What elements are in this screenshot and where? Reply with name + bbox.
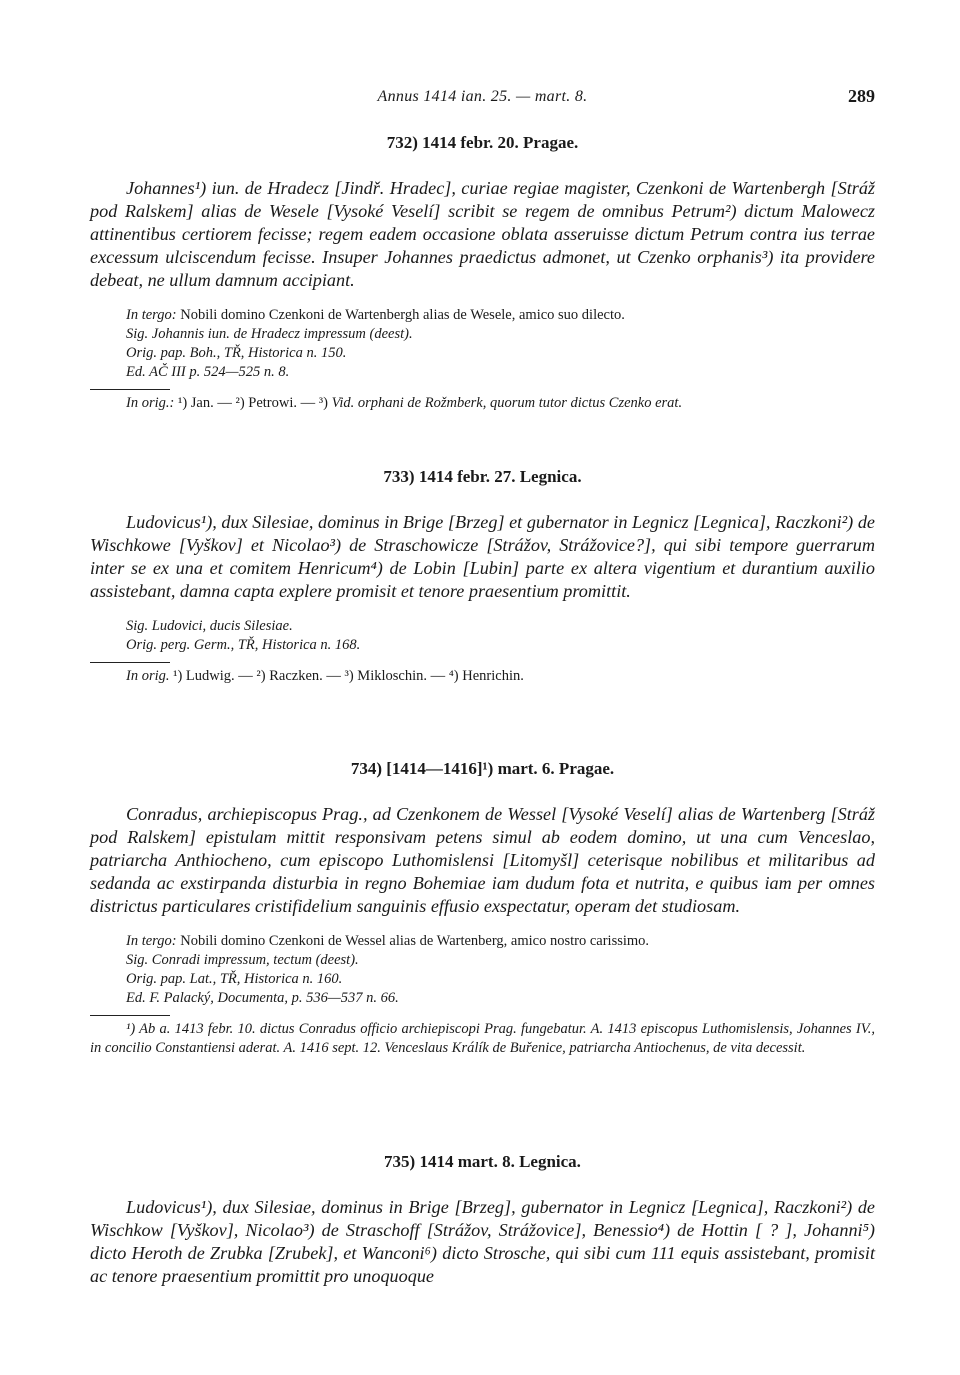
footnote-variants: ¹) Ludwig. — ²) Raczken. — ³) Mikloschin. — ⁴) Henrichin. xyxy=(173,668,524,684)
entry-732 xyxy=(90,133,875,413)
entry-heading: 732) 1414 febr. 20. Pragae. xyxy=(386,133,579,152)
footnote-rule xyxy=(90,662,170,663)
sigillum-line: Sig. Ludovici, ducis Silesiae. xyxy=(126,618,293,634)
entry-regest: Ludovicus¹), dux Silesiae, dominus in Brige [Brzeg], gubernator in Legnicz [Legnica], Raczkoni²) de Wischkow [Vyškov], Nicolao³) de Straschoff [Strážov, Strážovice], Benessio⁴) de Hottin [ ? ], Johanni⁵) dicto Heroth de Zrubka [Zrubek], et Wanconi⁶) dicto Strosche, qui sibi cum 111 equis assistebant, promisit ac tenore praesentium promittit pro unoquoque xyxy=(90,1197,875,1286)
entry-heading: 735) 1414 mart. 8. Legnica. xyxy=(384,1152,581,1171)
in-tergo-text: Nobili domino Czenkoni de Wartenbergh alias de Wesele, amico suo dilecto. xyxy=(180,307,625,323)
entry-notes xyxy=(126,306,875,382)
footnote-comment: Vid. orphani de Rožmberk, quorum tutor dictus Czenko erat. xyxy=(331,395,683,411)
footnote-rule xyxy=(90,389,170,390)
entry-734 xyxy=(90,759,875,1058)
in-tergo-line xyxy=(126,306,875,325)
in-tergo-label: In tergo: xyxy=(126,933,177,949)
sigillum-line: Sig. Johannis iun. de Hradecz impressum (deest). xyxy=(126,326,413,342)
footnote-line xyxy=(126,667,875,686)
running-head xyxy=(90,88,875,112)
footnote-rule xyxy=(90,1015,170,1016)
original-line: Orig. perg. Germ., TŘ, Historica n. 168. xyxy=(126,637,361,653)
entry-notes xyxy=(126,932,875,1008)
footnote-block: ¹) Ab a. 1413 febr. 10. dictus Conradus officio archiepiscopi Prag. fungebatur. A. 1413 episcopus Luthomislensis, Johannes IV., in concilio Constantiensi aderat. A. 1416 sept. 12. Venceslaus Králík de Buřenice, patriarcha Antiochenus, de vita decessit. xyxy=(90,1021,875,1056)
running-title: Annus 1414 ian. 25. — mart. 8. xyxy=(377,88,588,105)
page-number: 289 xyxy=(848,86,875,106)
footnote-variants: ¹) Jan. — ²) Petrowi. — ³) xyxy=(177,395,328,411)
entry-regest: Ludovicus¹), dux Silesiae, dominus in Brige [Brzeg] et gubernator in Legnicz [Legnica], Raczkoni²) de Wischkowe [Vyškov] et Nicolao³) de Straschowicze [Strážov, Strážovice?], qui sibi tempore guerrarum inter se ex una et comitem Henricum⁴) de Lobin [Lubin] parte ex altera vigentium et durantium auxilio assistebant, damna capta explere promisit et tenore praesentium promittit. xyxy=(90,512,875,601)
sigillum-line: Sig. Conradi impressum, tectum (deest). xyxy=(126,952,359,968)
entry-733 xyxy=(90,467,875,686)
entry-heading: 734) [1414—1416]¹) mart. 6. Pragae. xyxy=(350,759,615,778)
in-tergo-label: In tergo: xyxy=(126,307,177,323)
footnote-label: In orig. xyxy=(126,668,170,684)
edition-line: Ed. F. Palacký, Documenta, p. 536—537 n. 66. xyxy=(126,990,399,1006)
entry-regest: Conradus, archiepiscopus Prag., ad Czenkonem de Wessel [Vysoké Veselí] alias de Wartenberg [Stráž pod Ralskem] epistulam mittit responsivam petens simul ab eodem domino, ut una cum Venceslao, patriarcha Anthiocheno, cum episcopo Luthomislensi [Litomyšl] ceterisque nobilibus et militaribus ad sedanda ac exstirpanda disturbia in regno Bohemiae iam dudum fota et nutrita, e quibus iam per omnes districtus particulares cristifidelium sanguinis effusio exspectatur, operam det studiosam. xyxy=(90,804,875,916)
entry-heading: 733) 1414 febr. 27. Legnica. xyxy=(383,467,582,486)
entry-notes xyxy=(126,617,875,655)
footnote-line xyxy=(126,394,875,413)
entry-735 xyxy=(90,1152,875,1288)
original-line: Orig. pap. Lat., TŘ, Historica n. 160. xyxy=(126,971,343,987)
in-tergo-text: Nobili domino Czenkoni de Wessel alias de Wartenberg, amico nostro carissimo. xyxy=(180,933,650,949)
footnote-label: In orig.: xyxy=(126,395,175,411)
original-line: Orig. pap. Boh., TŘ, Historica n. 150. xyxy=(126,345,347,361)
edition-line: Ed. AČ III p. 524—525 n. 8. xyxy=(126,364,290,380)
entry-regest: Johannes¹) iun. de Hradecz [Jindř. Hradec], curiae regiae magister, Czenkoni de Wartenbergh [Stráž pod Ralskem] alias de Wesele [Vysoké Veselí] scribit se regem de omnibus Petrum²) dictum Malowecz attinentibus certiorem fecisse; regem eadem occasione oblata asseruisse dictum Petrum contra ius terrae excessum ulciscendum fecisse. Insuper Johannes praedictus admonet, ut Czenko orphanis³) ita providere debeat, ne ullum damnum accipiant. xyxy=(90,178,875,290)
in-tergo-line xyxy=(126,932,875,951)
